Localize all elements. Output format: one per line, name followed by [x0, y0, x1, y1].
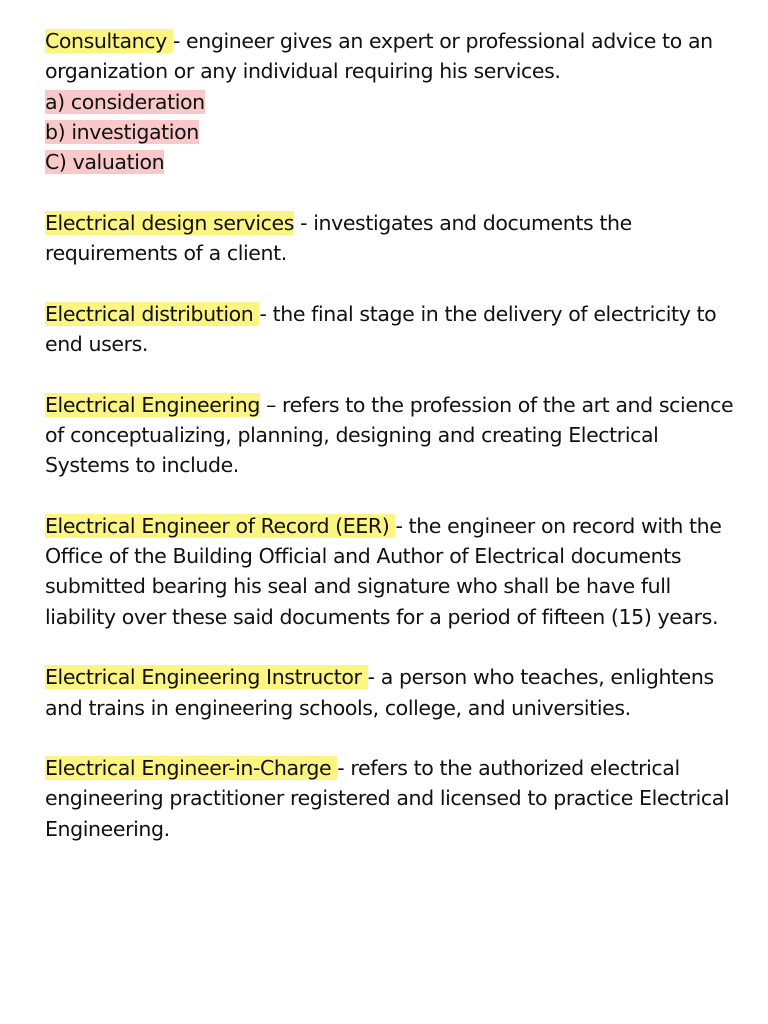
entry-electrical-design-services	[45, 208, 735, 269]
entry-electrical-engineering-instructor	[45, 662, 735, 723]
entry-electrical-engineering	[45, 390, 735, 481]
term-electrical-distribution: Electrical distribution	[45, 301, 260, 326]
entry-electrical-distribution	[45, 299, 735, 360]
definition-electrical-engineer-in-charge: - refers to the authorized electrical	[337, 756, 680, 781]
definition-electrical-engineering: – refers to the profession of the art and science of conceptualizing, planning, designing and creating Electrical Systems to include.	[45, 392, 734, 478]
list-item-investigation: b) investigation	[45, 119, 199, 144]
term-electrical-design-services: Electrical design services	[45, 210, 294, 235]
definition-electrical-engineer-of-record: - the engineer on record with the Office of the Building Official and Author of Electrical documents submitted bearing his seal and signature who shall be have full liability over these said documents for a period of fifteen (15) years.	[45, 513, 722, 629]
entry-electrical-engineer-of-record	[45, 511, 735, 632]
term-electrical-engineering-instructor: Electrical Engineering Instructor	[45, 665, 368, 690]
definition-electrical-engineer-in-charge-cont: engineering practitioner registered and licensed to practice Electrical Engineering.	[45, 786, 730, 841]
entry-electrical-engineer-in-charge	[45, 753, 735, 844]
term-electrical-engineering: Electrical Engineering	[45, 392, 260, 417]
definition-electrical-distribution: - the final stage in the delivery of electricity to end users.	[45, 301, 717, 356]
document-page	[45, 26, 735, 874]
definition-electrical-engineering-instructor: - a person who teaches, enlightens and trains in engineering schools, college, and universities.	[45, 665, 714, 720]
definition-consultancy: - engineer gives an expert or professional advice to an organization or any individual requiring his services.	[45, 29, 713, 84]
entry-consultancy	[45, 26, 735, 177]
list-item-valuation: C) valuation	[45, 150, 165, 175]
definition-electrical-design-services: - investigates and documents the requirements of a client.	[45, 210, 632, 266]
term-consultancy: Consultancy	[45, 29, 173, 53]
term-electrical-engineer-of-record: Electrical Engineer of Record (EER)	[45, 513, 396, 538]
term-electrical-engineer-in-charge: Electrical Engineer-in-Charge	[45, 756, 338, 781]
list-item-consideration: a) consideration	[45, 89, 205, 114]
